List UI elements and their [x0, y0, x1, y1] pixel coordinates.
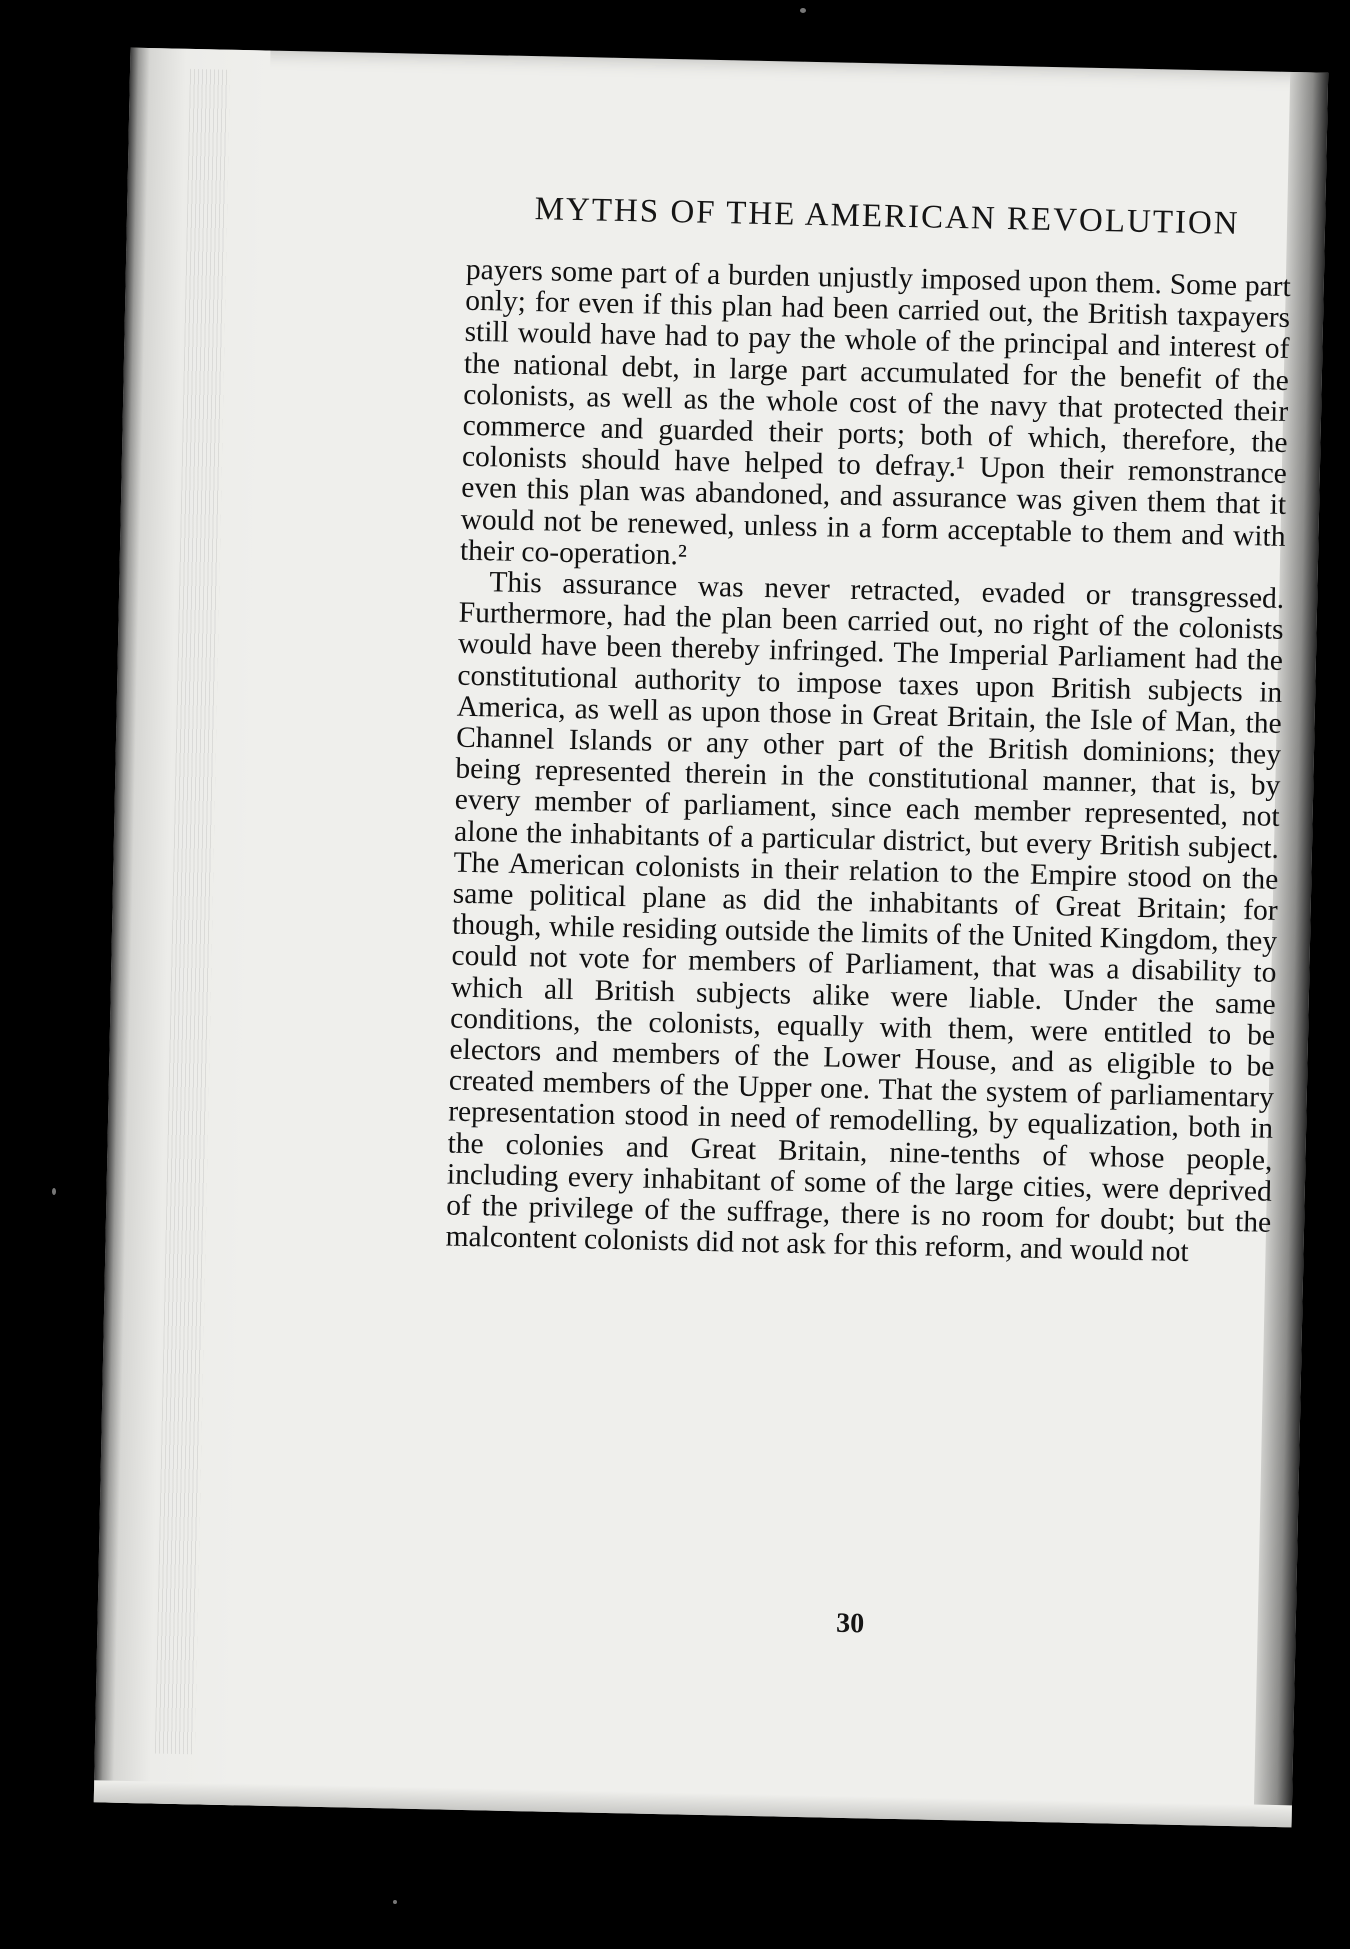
- book-page: [94, 48, 1328, 1828]
- paragraph-1: payers some part of a burden unjustly imposed upon them. Some part only; for even if this plan had been carried out, the British taxpayers still would have had to pay the whole of the principal and interest of the national debt, in large part accumulated for the benefit of the colonists, as well as the whole cost of the navy that protected their commerce and guarded their ports; both of which, therefore, the colonists should have helped to defray.¹ Upon their remonstrance even this plan was abandoned, and assurance was given them that it would not be renewed, unless in a form acceptable to them and with their co-operation.²: [459, 253, 1292, 572]
- page-bottom-edge: [94, 1780, 1292, 1827]
- running-head: MYTHS OF THE AMERICAN REVOLUTION: [534, 191, 1240, 242]
- gutter-shading: [155, 69, 230, 1754]
- body-text: [445, 255, 1291, 1271]
- dust-speck: [52, 1188, 56, 1195]
- dust-speck: [800, 8, 806, 13]
- dust-speck: [393, 1900, 397, 1904]
- page-gutter: [94, 48, 271, 1806]
- paragraph-2: This assurance was never retracted, evaded or transgressed. Furthermore, had the plan been carried out, no right of the colonists would have been thereby infringed. The Imperial Parliament had the constitutional authority to impose taxes upon British subjects in America, as well as upon those in Great Britain, the Isle of Man, the Channel Islands or any other part of the British dominions; they being represented therein in the constitutional manner, that is, by every member of parliament, since each member represented, not alone the inhabitants of a particular district, but every British subject. The American colonists in their relation to the Empire stood on the same political plane as did the inhabitants of Great Britain; for though, while residing outside the limits of the United Kingdom, they could not vote for members of Parliament, that was a disability to which all British subjects alike were liable. Under the same conditions, the colonists, equally with them, were entitled to be electors and members of the Lower House, and as eligible to be created members of the Upper one. That the system of parliamentary representation stood in need of remodelling, by equalization, both in the colonies and Great Britain, nine-tenths of whose people, including every inhabitant of some of the large cities, were deprived of the privilege of the suffrage, there is no room for doubt; but the malcontent colonists did not ask for this reform, and would not: [445, 566, 1285, 1269]
- page-number: 30: [835, 1607, 865, 1640]
